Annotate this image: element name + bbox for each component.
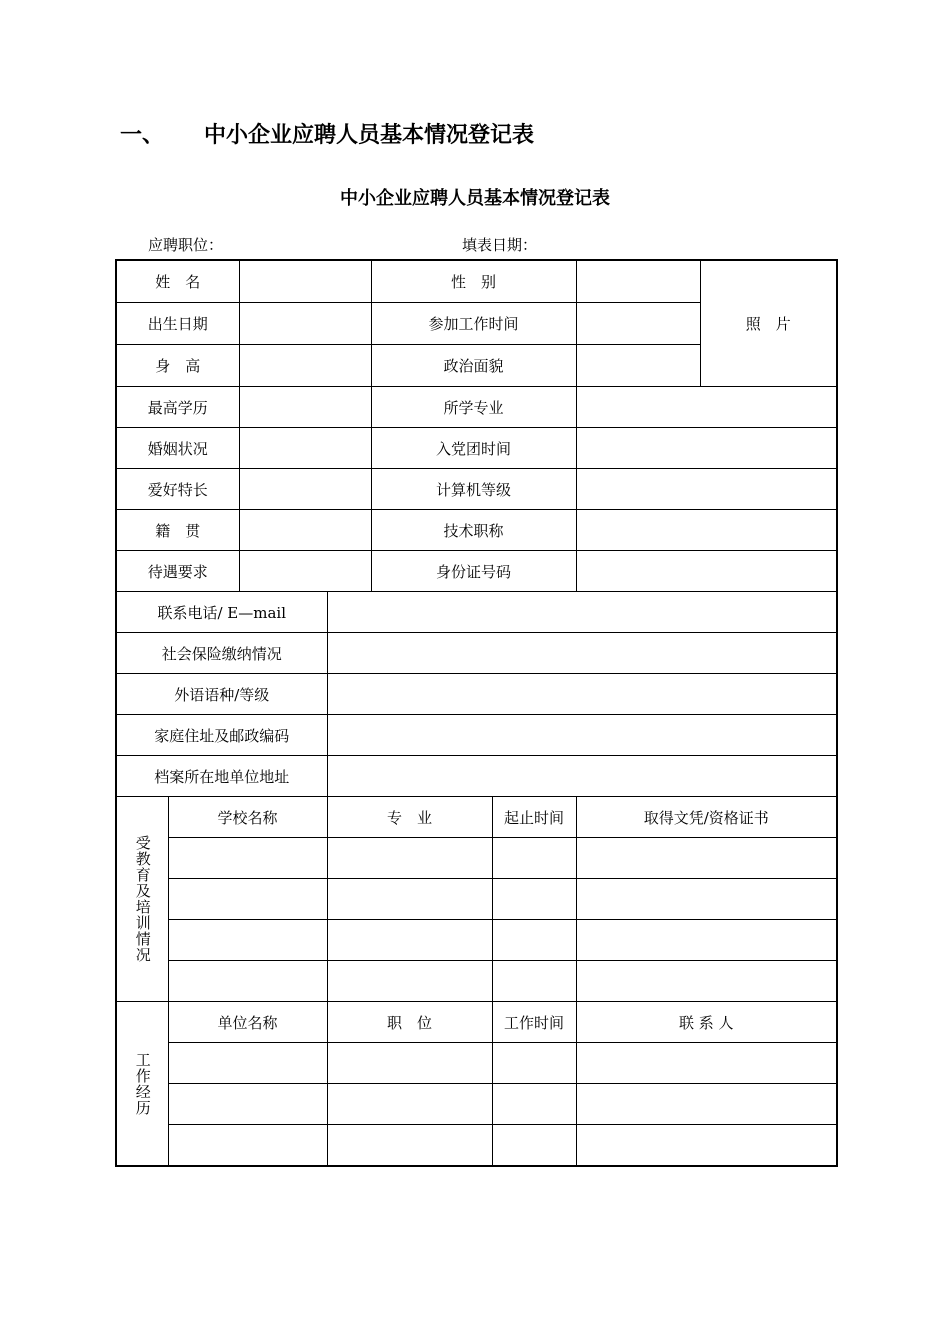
- label-salary: 待遇要求: [116, 551, 239, 592]
- row-salary: [116, 551, 837, 592]
- label-major: 所学专业: [371, 387, 576, 428]
- label-marital: 婚姻状况: [116, 428, 239, 469]
- field-salary[interactable]: [239, 551, 371, 592]
- edu-cell[interactable]: [327, 879, 492, 920]
- field-work-start[interactable]: [576, 303, 700, 345]
- edu-header-school: 学校名称: [168, 797, 327, 838]
- field-id-number[interactable]: [576, 551, 837, 592]
- field-title[interactable]: [576, 510, 837, 551]
- edu-cell[interactable]: [576, 920, 837, 961]
- work-cell[interactable]: [168, 1125, 327, 1167]
- edu-cell[interactable]: [576, 961, 837, 1002]
- edu-header-major: 专 业: [327, 797, 492, 838]
- edu-cell[interactable]: [492, 920, 576, 961]
- label-computer: 计算机等级: [371, 469, 576, 510]
- row-education: [116, 387, 837, 428]
- label-name: 姓 名: [116, 260, 239, 303]
- work-section-label: 工作经历: [116, 1002, 168, 1167]
- edu-cell[interactable]: [168, 838, 327, 879]
- field-party-date[interactable]: [576, 428, 837, 469]
- work-header-position: 职 位: [327, 1002, 492, 1043]
- edu-header-period: 起止时间: [492, 797, 576, 838]
- date-label: 填表日期：: [462, 236, 538, 254]
- label-height: 身 高: [116, 344, 239, 386]
- label-title: 技术职称: [371, 510, 576, 551]
- label-work-start: 参加工作时间: [371, 303, 576, 345]
- edu-cell[interactable]: [168, 961, 327, 1002]
- edu-header-certificate: 取得文凭/资格证书: [576, 797, 837, 838]
- label-native: 籍 贯: [116, 510, 239, 551]
- edu-cell[interactable]: [327, 961, 492, 1002]
- work-cell[interactable]: [327, 1043, 492, 1084]
- work-cell[interactable]: [327, 1084, 492, 1125]
- label-archive: 档案所在地单位地址: [116, 756, 327, 797]
- field-computer[interactable]: [576, 469, 837, 510]
- section-number: 一、: [120, 123, 165, 148]
- education-row: [116, 879, 837, 920]
- work-cell[interactable]: [492, 1043, 576, 1084]
- row-name: [116, 260, 837, 303]
- row-address: [116, 715, 837, 756]
- work-cell[interactable]: [168, 1043, 327, 1084]
- row-language: [116, 674, 837, 715]
- label-party-date: 入党团时间: [371, 428, 576, 469]
- work-header-row: [116, 1002, 837, 1043]
- field-name[interactable]: [239, 260, 371, 303]
- label-education: 最高学历: [116, 387, 239, 428]
- field-major[interactable]: [576, 387, 837, 428]
- row-hobbies: [116, 469, 837, 510]
- education-row: [116, 920, 837, 961]
- work-header-contact: 联 系 人: [576, 1002, 837, 1043]
- edu-cell[interactable]: [168, 879, 327, 920]
- row-archive: [116, 756, 837, 797]
- photo-box[interactable]: 照 片: [700, 260, 837, 387]
- section-title: 中小企业应聘人员基本情况登记表: [204, 123, 535, 148]
- education-header-row: [116, 797, 837, 838]
- work-cell[interactable]: [327, 1125, 492, 1167]
- field-education[interactable]: [239, 387, 371, 428]
- field-marital[interactable]: [239, 428, 371, 469]
- label-insurance: 社会保险缴纳情况: [116, 633, 327, 674]
- label-political: 政治面貌: [371, 344, 576, 386]
- field-archive[interactable]: [327, 756, 837, 797]
- edu-cell[interactable]: [576, 838, 837, 879]
- field-address[interactable]: [327, 715, 837, 756]
- form-title: 中小企业应聘人员基本情况登记表: [340, 188, 610, 209]
- field-height[interactable]: [239, 344, 371, 386]
- label-hobbies: 爱好特长: [116, 469, 239, 510]
- field-insurance[interactable]: [327, 633, 837, 674]
- row-marital: [116, 428, 837, 469]
- label-language: 外语语种/等级: [116, 674, 327, 715]
- edu-cell[interactable]: [492, 961, 576, 1002]
- work-row: [116, 1125, 837, 1167]
- work-row: [116, 1043, 837, 1084]
- label-birth-date: 出生日期: [116, 303, 239, 345]
- edu-cell[interactable]: [327, 920, 492, 961]
- work-cell[interactable]: [492, 1125, 576, 1167]
- section-heading: [120, 118, 534, 149]
- education-row: [116, 961, 837, 1002]
- label-id-number: 身份证号码: [371, 551, 576, 592]
- field-phone-email[interactable]: [327, 592, 837, 633]
- edu-cell[interactable]: [492, 879, 576, 920]
- row-insurance: [116, 633, 837, 674]
- field-gender[interactable]: [576, 260, 700, 303]
- field-native[interactable]: [239, 510, 371, 551]
- education-section-label: 受教育及培训情况: [116, 797, 168, 1002]
- field-language[interactable]: [327, 674, 837, 715]
- work-cell[interactable]: [576, 1043, 837, 1084]
- label-gender: 性 别: [371, 260, 576, 303]
- edu-cell[interactable]: [576, 879, 837, 920]
- work-row: [116, 1084, 837, 1125]
- row-phone: [116, 592, 837, 633]
- position-label: 应聘职位：: [148, 236, 224, 254]
- education-row: [116, 838, 837, 879]
- field-birth-date[interactable]: [239, 303, 371, 345]
- edu-cell[interactable]: [327, 838, 492, 879]
- work-cell[interactable]: [576, 1084, 837, 1125]
- work-cell[interactable]: [168, 1084, 327, 1125]
- edu-cell[interactable]: [168, 920, 327, 961]
- label-phone-email: 联系电话/ E—mail: [116, 592, 327, 633]
- work-cell[interactable]: [492, 1084, 576, 1125]
- field-political[interactable]: [576, 344, 700, 386]
- work-header-company: 单位名称: [168, 1002, 327, 1043]
- work-header-period: 工作时间: [492, 1002, 576, 1043]
- registration-form: [115, 259, 838, 1167]
- work-cell[interactable]: [576, 1125, 837, 1167]
- edu-cell[interactable]: [492, 838, 576, 879]
- row-native: [116, 510, 837, 551]
- label-address: 家庭住址及邮政编码: [116, 715, 327, 756]
- field-hobbies[interactable]: [239, 469, 371, 510]
